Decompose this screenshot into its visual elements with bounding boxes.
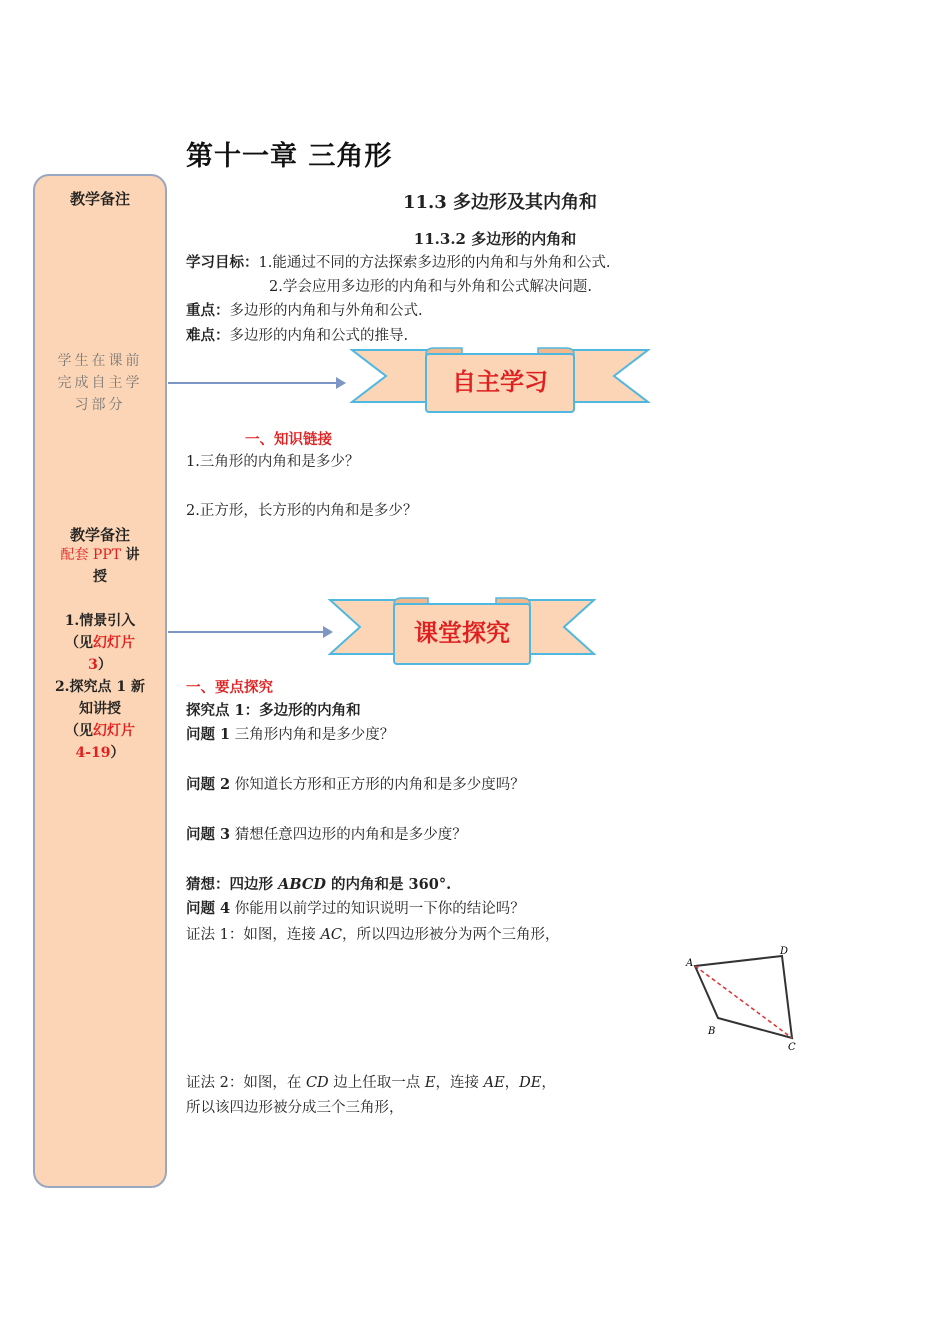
goal-1: 1.能通过不同的方法探索多边形的内角和与外角和公式. xyxy=(258,255,611,271)
sidebar-step-2-num xyxy=(35,742,165,764)
key-point-label: 重点： xyxy=(186,302,230,319)
proof-2-ae: AE xyxy=(483,1075,505,1091)
banner-class-explore-text: 课堂探究 xyxy=(414,619,510,647)
proof-2-e: E xyxy=(424,1075,436,1091)
sidebar-title-1: 教学备注 xyxy=(69,190,130,208)
proof-1-pre: 证法 1：如图，连接 xyxy=(186,927,321,943)
proof-1-post: ，所以四边形被分为两个三角形， xyxy=(342,927,560,943)
question-2 xyxy=(186,774,525,796)
slide-ref-red: 幻灯片 xyxy=(93,635,135,651)
sidebar-step-1-num xyxy=(35,654,165,676)
sidebar-step-1: 1.情景引入 xyxy=(64,613,136,629)
proof-1-ac: AC xyxy=(320,927,343,943)
label-c: C xyxy=(788,1042,796,1053)
question-4 xyxy=(186,898,525,920)
paren-open: （见 xyxy=(65,635,93,651)
conjecture-pre: 猜想：四边形 xyxy=(186,876,279,893)
key-point-text: 多边形的内角和与外角和公式. xyxy=(229,303,423,319)
banner-class-explore xyxy=(328,596,596,666)
conjecture-quad: ABCD xyxy=(278,876,326,893)
proof-2-a: 证法 2：如图，在 xyxy=(186,1075,306,1091)
proof-1 xyxy=(186,924,560,946)
label-d: D xyxy=(780,946,789,957)
conjecture-post: 的内角和是 360°. xyxy=(325,876,452,893)
quadrilateral-figure xyxy=(680,942,810,1054)
question-3 xyxy=(186,824,467,846)
question-2-text: 你知道长方形和正方形的内角和是多少度吗？ xyxy=(230,777,525,793)
arrow-to-banner-1 xyxy=(168,382,344,384)
paren-open: （见 xyxy=(65,723,93,739)
sidebar-step-1-ref xyxy=(35,632,165,654)
sidebar-ppt-line xyxy=(35,544,165,566)
slide-number: 4-19 xyxy=(75,745,111,761)
question-3-label: 问题 3 xyxy=(186,826,231,843)
sidebar-step-2: 2.探究点 1 新 xyxy=(54,679,146,695)
sidebar-note-line-2: 完成自主学 xyxy=(57,375,143,391)
paren-close: ） xyxy=(97,657,112,673)
question-1-label: 问题 1 xyxy=(186,726,231,743)
chapter-title: 第十一章 三角形 xyxy=(186,141,393,172)
banner-self-study xyxy=(350,346,650,414)
sidebar-ppt-line-2: 授 xyxy=(93,569,107,585)
question-4-text: 你能用以前学过的知识说明一下你的结论吗？ xyxy=(230,901,525,917)
proof-2-c: ，连接 xyxy=(435,1075,484,1091)
sidebar-step-2-line-2: 知讲授 xyxy=(79,701,121,717)
label-b: B xyxy=(708,1026,716,1037)
banner-self-study-text: 自主学习 xyxy=(452,368,548,396)
sidebar-title-2: 教学备注 xyxy=(69,526,130,544)
ppt-red-text: 配套 xyxy=(60,547,89,563)
ppt-end-text: 讲 xyxy=(125,547,140,563)
goals-line-1 xyxy=(186,252,610,274)
knowledge-link-title: 一、知识链接 xyxy=(245,431,332,448)
slide-number: 3 xyxy=(88,657,98,673)
knowledge-q2: 2.正方形，长方形的内角和是多少？ xyxy=(186,503,418,519)
proof-2 xyxy=(186,1072,556,1094)
explore-title: 一、要点探究 xyxy=(186,679,273,696)
sidebar-note-line-1: 学生在课前 xyxy=(57,353,143,369)
section-title: 11.3 多边形及其内角和 xyxy=(402,192,598,213)
question-2-label: 问题 2 xyxy=(186,776,231,793)
arrow-to-banner-2 xyxy=(168,631,331,633)
conjecture xyxy=(186,874,451,896)
label-a: A xyxy=(686,958,694,969)
ppt-text: PPT xyxy=(88,547,126,563)
key-point xyxy=(186,300,423,322)
paren-close: ） xyxy=(110,745,125,761)
difficulty-label: 难点： xyxy=(186,327,230,344)
question-3-text: 猜想任意四边形的内角和是多少度？ xyxy=(230,827,467,843)
sidebar-step-2-ref xyxy=(35,720,165,742)
difficulty xyxy=(186,325,408,347)
explore-point-1: 探究点 1：多边形的内角和 xyxy=(186,702,361,719)
question-1 xyxy=(186,724,394,746)
proof-2-d: ， xyxy=(504,1075,520,1091)
subsection-title: 11.3.2 多边形的内角和 xyxy=(413,230,577,248)
proof-2-cd: CD xyxy=(305,1075,329,1091)
goals-label: 学习目标： xyxy=(186,254,259,271)
difficulty-text: 多边形的内角和公式的推导. xyxy=(229,328,409,344)
proof-2-de: DE xyxy=(519,1075,542,1091)
question-1-text: 三角形内角和是多少度？ xyxy=(230,727,395,743)
teaching-notes-sidebar xyxy=(33,174,167,1188)
sidebar-note-line-3: 习部分 xyxy=(74,397,126,413)
proof-2-end: ， xyxy=(541,1075,556,1091)
goal-2: 2.学会应用多边形的内角和与外角和公式解决问题. xyxy=(269,279,592,295)
knowledge-q1: 1.三角形的内角和是多少？ xyxy=(186,454,360,470)
question-4-label: 问题 4 xyxy=(186,900,231,917)
proof-2-line-2: 所以该四边形被分成三个三角形， xyxy=(186,1100,404,1116)
proof-2-b: 边上任取一点 xyxy=(328,1075,425,1091)
slide-ref-red: 幻灯片 xyxy=(93,723,135,739)
